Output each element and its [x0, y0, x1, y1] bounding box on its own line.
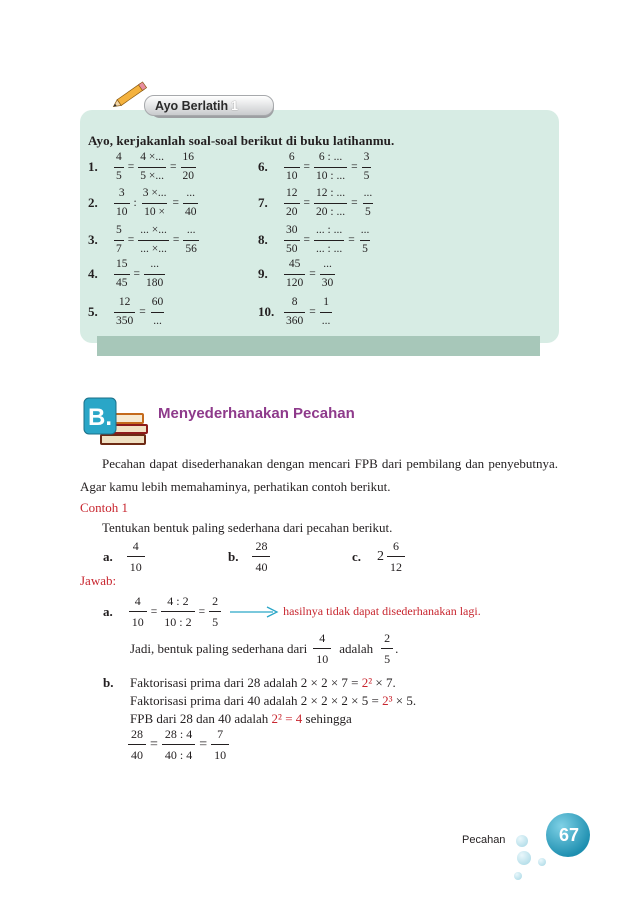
answer-a-equals-1: = [150, 605, 158, 618]
example-prompt: Tentukan bentuk paling sederhana dari pecahan berikut. [102, 520, 393, 535]
exercise-fraction [320, 259, 336, 289]
b-line1-post: × 7. [375, 675, 396, 690]
fraction-denominator: 10 × [142, 203, 167, 219]
practice-tab-number: 1 [231, 98, 239, 113]
fraction-denominator: ... ×... [138, 240, 169, 256]
exercise-operator: = [172, 234, 180, 246]
b-line2-pre: Faktorisasi prima dari 40 adalah 2 × 2 × 2 × 5 = [130, 693, 379, 708]
section-intro: Pecahan dapat disederhanakan dengan mencari FPB dari pembilang dan penyebutnya. Agar kamu lebih memahaminya, perhatikan contoh berikut. [80, 456, 558, 494]
exercise-number: 3. [88, 232, 98, 247]
fraction-denominator: 5 [360, 240, 370, 256]
conclusion-text-end: . [395, 641, 399, 656]
fraction-numerator: 12 [286, 187, 298, 199]
exercise-operator: = [127, 234, 135, 246]
answer-b-fraction-3 [211, 728, 229, 761]
fraction-numerator: 3 [118, 187, 125, 199]
answer-a-row [103, 595, 481, 628]
answer-a-f3-num: 2 [212, 594, 219, 608]
answer-a-fraction-2 [161, 595, 194, 628]
fraction-numerator: ... [186, 187, 196, 199]
exercise-fraction [114, 225, 124, 255]
conclusion-f2-num: 2 [384, 631, 391, 645]
b-line2-post: × 5. [395, 693, 417, 708]
item-b-fraction [252, 540, 270, 573]
fraction-numerator: ... [323, 258, 332, 270]
fraction-numerator: ... : ... [316, 224, 343, 236]
fraction-numerator: 16 [182, 151, 194, 163]
fraction-denominator: 20 : ... [314, 203, 347, 219]
b-line1-pre: Faktorisasi prima dari 28 adalah 2 × 2 × 7 = [130, 675, 359, 690]
exercise-fraction [362, 188, 375, 218]
exercise-number: 4. [88, 266, 98, 281]
fraction-numerator: 5 [116, 224, 122, 236]
exercise-operator: = [127, 161, 135, 173]
fraction-numerator: ... [360, 224, 370, 236]
exercise-7 [258, 188, 374, 218]
answer-a-f2-num: 4 : 2 [167, 594, 189, 608]
practice-box-shadow [97, 336, 540, 356]
exercise-operator: = [303, 161, 310, 173]
fraction-denominator: 10 : ... [314, 167, 347, 183]
fraction-denominator: 56 [183, 240, 199, 256]
exercise-fraction [181, 152, 197, 182]
answer-b-f3-den: 10 [211, 744, 229, 761]
conclusion-f1-den: 10 [313, 648, 331, 665]
fraction-denominator: 20 [181, 167, 197, 183]
fraction-numerator: 4 [116, 151, 122, 163]
item-a-denominator: 10 [127, 556, 145, 573]
fraction-denominator: 120 [284, 274, 305, 290]
fraction-denominator: 360 [284, 312, 305, 328]
fraction-denominator: 40 [183, 203, 199, 219]
fraction-numerator: 4 ×... [140, 151, 164, 163]
answer-b-fractions [128, 728, 229, 761]
fraction-denominator: 7 [114, 240, 124, 256]
answer-a-fraction-1 [129, 595, 147, 628]
exercise-fraction [138, 152, 166, 182]
answer-a-fraction-3 [209, 595, 221, 628]
item-a-numerator: 4 [132, 539, 139, 553]
item-a-label: a. [103, 549, 113, 564]
fraction-denominator: 45 [114, 274, 130, 290]
item-c-label: c. [352, 549, 362, 564]
exercise-fraction [183, 188, 199, 218]
fraction-denominator: 30 [320, 274, 336, 290]
exercise-operator: = [348, 234, 355, 246]
exercise-fraction [314, 152, 347, 182]
conclusion-text-pre: Jadi, bentuk paling sederhana dari [130, 641, 308, 656]
exercise-operator: = [303, 234, 310, 246]
footer-chapter: Pecahan [462, 834, 506, 846]
exercise-operator: = [351, 161, 358, 173]
answer-a-f3-den: 5 [209, 611, 221, 628]
exercise-fraction [314, 225, 344, 255]
exercise-fraction [284, 225, 300, 255]
fraction-denominator: ... [151, 312, 164, 328]
example-item-b [228, 540, 270, 573]
practice-tab-label: Ayo Berlatih [155, 98, 229, 113]
fraction-numerator: 30 [286, 224, 298, 236]
page-number: 67 [558, 825, 580, 845]
fraction-denominator: 10 [284, 167, 300, 183]
exercise-4 [88, 259, 165, 289]
fraction-numerator: 60 [151, 296, 164, 308]
item-c-whole: 2 [377, 549, 385, 564]
exercise-5 [88, 297, 165, 327]
item-c-numerator: 6 [393, 539, 400, 553]
exercise-fraction [359, 225, 372, 255]
section-letter: B. [88, 404, 112, 431]
exercise-operator: = [309, 268, 316, 280]
exercise-operator: : [133, 197, 137, 209]
exercise-operator: = [172, 197, 179, 209]
exercise-9 [258, 259, 335, 289]
exercise-number: 2. [88, 195, 98, 210]
answer-b-fraction-2 [162, 728, 195, 761]
fraction-numerator: ... [363, 187, 373, 199]
answer-b-op-2: = [199, 736, 208, 752]
answer-b-op-1: = [150, 736, 158, 752]
fraction-numerator: ... [186, 224, 196, 236]
fraction-numerator: 1 [323, 296, 329, 308]
fraction-numerator: ... [150, 258, 159, 270]
item-a-fraction [127, 540, 145, 573]
fraction-numerator: 12 [118, 296, 131, 308]
answer-label: Jawab: [80, 573, 117, 588]
b-line3-red: 2² = 4 [271, 711, 303, 726]
exercise-number: 1. [88, 159, 98, 174]
practice-tab [144, 95, 274, 116]
exercise-fraction [314, 188, 347, 218]
answer-a-conclusion [130, 632, 398, 665]
exercise-8 [258, 225, 371, 255]
conclusion-fraction-1 [313, 632, 331, 665]
exercise-operator: = [170, 161, 177, 173]
fraction-denominator: ... : ... [314, 240, 344, 256]
fraction-denominator: 5 [114, 167, 124, 183]
exercise-operator: = [309, 306, 316, 318]
exercise-fraction [320, 297, 333, 327]
fraction-numerator: 3 ×... [142, 187, 167, 199]
exercise-fraction [138, 225, 169, 255]
fraction-numerator: ... ×... [140, 224, 167, 236]
answer-a-f1-den: 10 [129, 611, 147, 628]
answer-b-f1-den: 40 [128, 744, 146, 761]
b-line2-red: 2³ [382, 693, 393, 708]
fraction-numerator: 45 [288, 258, 301, 270]
exercise-10 [258, 297, 332, 327]
exercise-fraction [284, 152, 300, 182]
exercise-1 [88, 152, 196, 182]
fraction-denominator: 20 [284, 203, 300, 219]
answer-b-line-3 [130, 707, 352, 730]
item-b-numerator: 28 [255, 539, 268, 553]
exercise-2 [88, 188, 198, 218]
example-label: Contoh 1 [80, 500, 129, 515]
exercise-fraction [183, 225, 199, 255]
fraction-denominator: 180 [144, 274, 165, 290]
exercise-number: 6. [258, 159, 268, 174]
answer-b-f2-den: 40 : 4 [162, 744, 195, 761]
practice-instruction: Ayo, kerjakanlah soal-soal berikut di buku latihanmu. [88, 133, 395, 148]
exercise-fraction [141, 188, 169, 218]
fraction-denominator: 50 [284, 240, 300, 256]
exercise-operator: = [139, 306, 146, 318]
conclusion-text-mid: adalah [339, 641, 374, 656]
exercise-number: 9. [258, 266, 268, 281]
fraction-numerator: 12 : ... [316, 187, 346, 199]
b-line3-pre: FPB dari 28 dan 40 adalah [130, 711, 269, 726]
conclusion-f2-den: 5 [381, 648, 393, 665]
fraction-denominator: 350 [114, 312, 135, 328]
item-b-denominator: 40 [252, 556, 270, 573]
exercise-fraction [144, 259, 165, 289]
answer-b-f1-num: 28 [131, 727, 143, 741]
answer-a-equals-2: = [198, 605, 206, 618]
exercise-fraction [284, 188, 300, 218]
exercise-operator: = [133, 268, 140, 280]
fraction-numerator: 6 [288, 151, 295, 163]
answer-b-fraction-1 [128, 728, 146, 761]
exercise-fraction [284, 259, 305, 289]
conclusion-f1-num: 4 [319, 631, 326, 645]
exercise-fraction [284, 297, 305, 327]
answer-b-f2-num: 28 : 4 [164, 727, 193, 741]
exercise-fraction [114, 188, 130, 218]
example-item-c [352, 540, 405, 573]
exercise-fraction [362, 152, 372, 182]
conclusion-fraction-2 [381, 632, 393, 665]
answer-b-f3-num: 7 [217, 727, 224, 741]
exercise-6 [258, 152, 371, 182]
fraction-denominator: 5 ×... [138, 167, 166, 183]
arrow-right-icon [229, 606, 279, 618]
b-line1-red: 2² [361, 675, 373, 690]
item-b-label: b. [228, 549, 239, 564]
exercise-fraction [114, 259, 130, 289]
fraction-numerator: 3 [363, 151, 370, 163]
exercise-number: 8. [258, 232, 268, 247]
exercise-fraction [114, 152, 124, 182]
exercise-number: 7. [258, 195, 268, 210]
fraction-denominator: 5 [363, 203, 373, 219]
answer-a-note: hasilnya tidak dapat disederhanakan lagi. [283, 604, 481, 618]
fraction-denominator: 5 [362, 167, 372, 183]
fraction-numerator: 15 [116, 258, 128, 270]
fraction-denominator: ... [320, 312, 333, 328]
fraction-denominator: 10 [114, 203, 130, 219]
fraction-numerator: 8 [291, 296, 298, 308]
exercise-number: 10. [258, 304, 275, 319]
answer-a-f1-num: 4 [134, 594, 141, 608]
exercise-operator: = [303, 197, 310, 209]
answer-b-label: b. [103, 675, 114, 690]
answer-a-label: a. [103, 604, 113, 619]
exercise-operator: = [351, 197, 358, 209]
books-icon [80, 394, 150, 446]
answer-a-f2-den: 10 : 2 [161, 611, 194, 628]
exercise-3 [88, 225, 199, 255]
exercise-fraction [150, 297, 166, 327]
item-c-denominator: 12 [387, 556, 405, 573]
exercise-fraction [114, 297, 135, 327]
b-line3-post: sehingga [305, 711, 352, 726]
item-c-fraction [387, 540, 405, 573]
fraction-numerator: 6 : ... [318, 151, 343, 163]
section-title: Menyederhanakan Pecahan [158, 405, 355, 422]
exercise-number: 5. [88, 304, 98, 319]
